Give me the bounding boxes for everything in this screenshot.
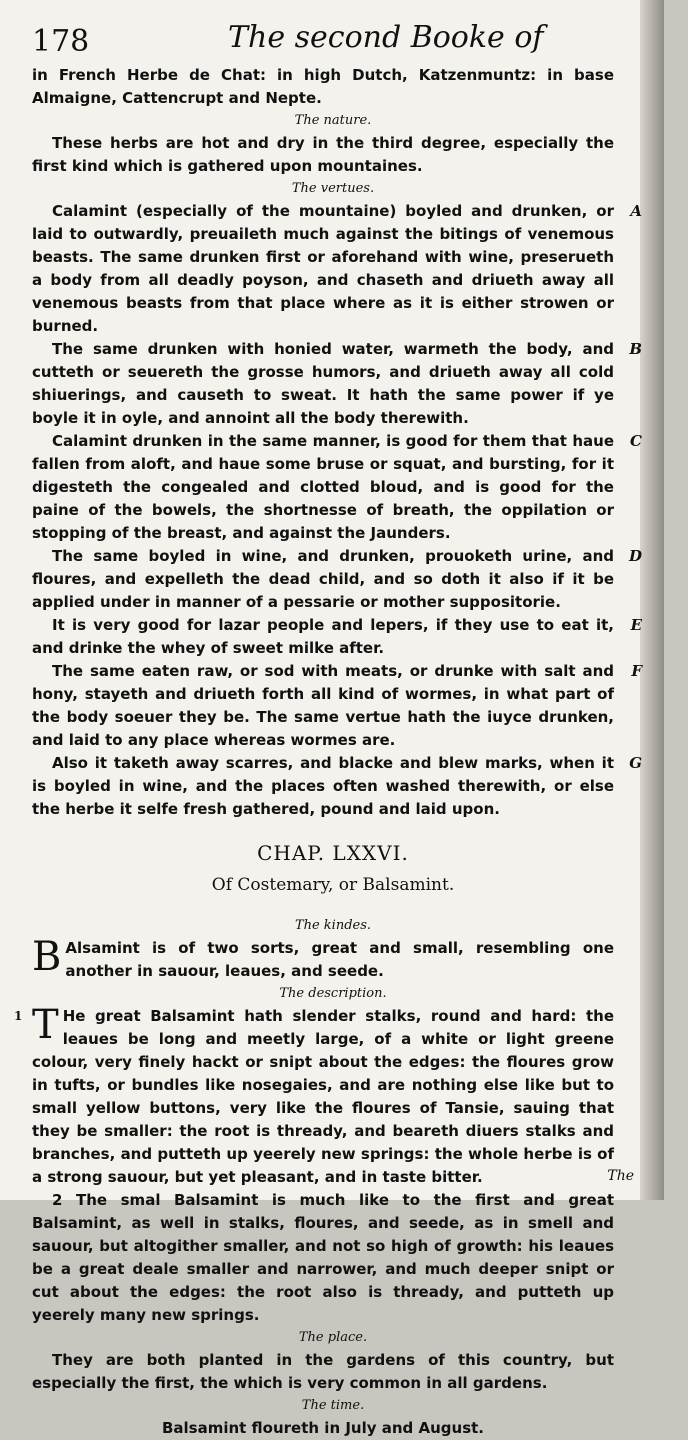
vertue-paragraph bbox=[32, 752, 642, 821]
description-heading: The description. bbox=[279, 986, 387, 1001]
intro-text: in French Herbe de Chat: in high Dutch, Katzenmuntz: in base Almaigne, Cattencrupt and Nepte. bbox=[32, 66, 614, 107]
chapter-number: CHAP. LXXVI. bbox=[257, 841, 409, 865]
paragraph-number: 2 bbox=[52, 1191, 63, 1209]
marginal-letter: G bbox=[629, 754, 642, 772]
vertue-paragraph bbox=[32, 338, 642, 430]
kindes-paragraph bbox=[32, 934, 634, 983]
vertue-paragraph bbox=[32, 660, 642, 752]
page-header bbox=[32, 18, 634, 64]
vertue-paragraph bbox=[32, 430, 642, 545]
page-edge-shadow bbox=[640, 0, 664, 1200]
kindes-text: Alsamint is of two sorts, great and small, resembling one another in sauour, leaues, and seede. bbox=[65, 939, 614, 980]
running-head: The second Booke of bbox=[228, 20, 544, 55]
place-text: They are both planted in the gardens of this country, but especially the first, the which is very common in all gardens. bbox=[32, 1351, 614, 1392]
paragraph-number: 1 bbox=[14, 1009, 23, 1023]
drop-capital: B bbox=[32, 934, 62, 980]
catchword: The bbox=[607, 1168, 634, 1184]
marginal-letter: F bbox=[631, 662, 642, 680]
vertue-paragraph bbox=[32, 545, 642, 614]
vertue-paragraph bbox=[32, 614, 642, 660]
vertues-list bbox=[32, 200, 642, 821]
vertue-text: Calamint drunken in the same manner, is good for them that haue fallen from aloft, and haue some bruse or squat, and bursting, for it digesteth the congealed and clotted bloud, and is good for the paine of the bowels, the shortnesse of breath, the oppilation or stopping of the breast, and against the Jaunders. bbox=[32, 432, 614, 542]
description-paragraph-2 bbox=[32, 1189, 634, 1327]
time-text: Balsamint floureth in July and August. bbox=[161, 1419, 485, 1437]
vertue-text: The same drunken with honied water, warmeth the body, and cutteth or seuereth the grosse humors, and driueth away all cold shiuerings, and causeth to sweat. It hath the same power if ye boyle it in oyle, and annoint all the body therewith. bbox=[32, 340, 614, 427]
nature-text: These herbs are hot and dry in the third degree, especially the first kind which is gathered upon mountaines. bbox=[32, 134, 614, 175]
vertue-paragraph bbox=[32, 200, 642, 338]
marginal-letter: C bbox=[630, 432, 642, 450]
vertue-text: The same boyled in wine, and drunken, prouoketh urine, and floures, and expelleth the dead child, and so doth it also if it be applied under in manner of a pessarie or mother suppositorie. bbox=[32, 547, 614, 611]
marginal-letter: D bbox=[628, 547, 642, 565]
vertue-text: Calamint (especially of the mountaine) boyled and drunken, or laid to outwardly, preuaileth much against the bitings of venemous beasts. The same drunken first or aforehand with wine, preserueth a body from all deadly poyson, and chaseth and driueth away all venemous beasts from that place where as it is either strowen or burned. bbox=[32, 202, 614, 335]
marginal-letter: A bbox=[630, 202, 642, 220]
description-paragraph-1 bbox=[14, 1002, 634, 1189]
page-number: 178 bbox=[32, 24, 90, 59]
drop-capital: T bbox=[32, 1002, 59, 1048]
vertues-heading: The vertues. bbox=[291, 181, 375, 196]
place-heading: The place. bbox=[298, 1330, 368, 1345]
vertue-text: Also it taketh away scarres, and blacke and blew marks, when it is boyled in wine, and the places often washed therewith, or else the herbe it selfe fresh gathered, pound and laid upon. bbox=[32, 754, 614, 818]
vertue-text: It is very good for lazar people and lepers, if they use to eat it, and drinke the whey of sweet milke after. bbox=[32, 616, 614, 657]
description-text: The smal Balsamint is much like to the first and great Balsamint, as well in stalks, floures, and seede, as in smell and sauour, but altogither smaller, and not so high of growth: his leaues be a great deale smaller and narrower, and much deeper snipt or cut about the edges: the root also is thready, and putteth up yeerely many new springs. bbox=[32, 1191, 614, 1324]
marginal-letter: B bbox=[629, 340, 642, 358]
chapter-title: Of Costemary, or Balsamint. bbox=[211, 875, 455, 895]
nature-heading: The nature. bbox=[294, 113, 372, 128]
vertue-text: The same eaten raw, or sod with meats, or drunke with salt and hony, stayeth and driueth forth all kind of wormes, in what part of the body soeuer they be. The same vertue hath the iuyce drunken, and laid to any place whereas wormes are. bbox=[32, 662, 614, 749]
kindes-heading: The kindes. bbox=[294, 918, 372, 933]
marginal-letter: E bbox=[630, 616, 642, 634]
time-heading: The time. bbox=[301, 1398, 365, 1413]
description-text: He great Balsamint hath slender stalks, round and hard: the leaues be long and meetly large, of a white or light greene colour, very finely hackt or snipt about the edges: the floures grow in tufts, or bundles like nosegaies, and are nothing else like but to small yellow buttons, very like the floures of Tansie, sauing that they be smaller: the root is thready, and beareth diuers stalks and branches, and putteth up yeerely new springs: the whole herbe is of a strong sauour, but yet pleasant, and in taste bitter. bbox=[32, 1007, 614, 1186]
